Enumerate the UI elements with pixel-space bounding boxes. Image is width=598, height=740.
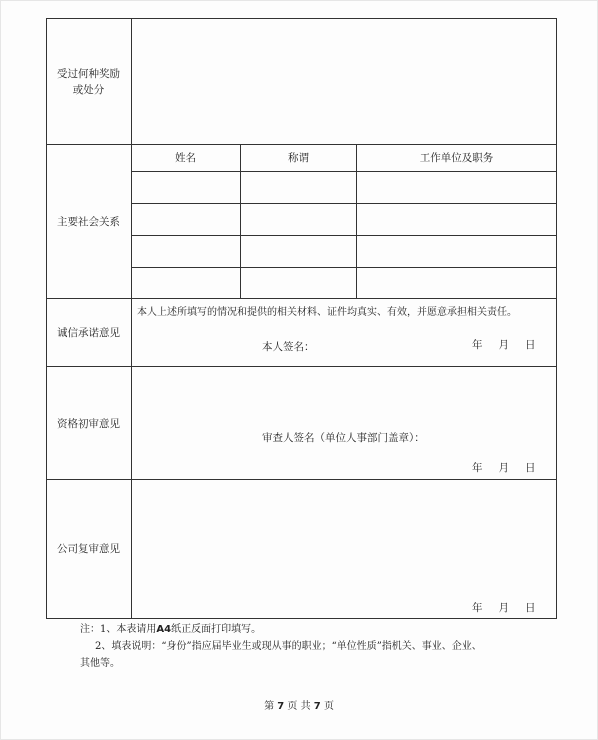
page-prefix: 第 — [264, 701, 275, 712]
date-year: 年 — [472, 462, 483, 474]
company-label: 公司复审意见 — [57, 543, 120, 555]
note-1 — [80, 623, 261, 637]
date-day: 日 — [525, 462, 536, 474]
relations-label: 主要社会关系 — [57, 216, 120, 228]
relations-header-workplace: 工作单位及职务 — [419, 152, 494, 164]
integrity-statement: 本人上述所填写的情况和提供的相关材料、证件均真实、有效，并愿意承担相关责任。 — [137, 307, 517, 318]
page-current: 7 — [277, 701, 285, 712]
reviewer-signature-label: 审查人签名（单位人事部门盖章）： — [262, 432, 425, 444]
date-year: 年 — [472, 339, 483, 351]
date-month: 月 — [498, 339, 509, 351]
date-month: 月 — [498, 602, 509, 614]
integrity-date — [472, 338, 536, 352]
relations-header-title: 称谓 — [288, 152, 309, 164]
relations-row-line — [131, 235, 557, 236]
relations-col-line — [356, 144, 357, 298]
date-day: 日 — [525, 339, 536, 351]
relations-row-line — [131, 203, 557, 204]
section-divider-preliminary — [46, 479, 557, 480]
integrity-label: 诚信承诺意见 — [57, 327, 120, 339]
page-middle: 页 共 — [287, 701, 311, 712]
relations-row-line — [131, 171, 557, 172]
relations-row-line — [131, 267, 557, 268]
label-column-divider — [131, 18, 132, 619]
date-year: 年 — [472, 602, 483, 614]
preliminary-label: 资格初审意见 — [57, 418, 120, 430]
self-signature-label: 本人签名： — [262, 341, 315, 353]
table-bottom-border — [46, 618, 557, 619]
section-divider-awards — [46, 144, 557, 145]
awards-label-line1: 受过何种奖励 — [57, 68, 120, 80]
table-top-border — [46, 18, 557, 19]
date-month: 月 — [498, 462, 509, 474]
note-1-bold: A4 — [156, 624, 172, 635]
note-1-prefix: 注：1、本表请用 — [80, 624, 157, 635]
table-left-border — [46, 18, 47, 619]
awards-label-line2: 或处分 — [72, 84, 105, 96]
relations-header-name: 姓名 — [175, 152, 196, 164]
section-divider-integrity — [46, 366, 557, 367]
preliminary-date — [472, 461, 536, 475]
section-divider-relations — [46, 298, 557, 299]
note-1-suffix: 纸正反面打印填写。 — [171, 624, 262, 635]
company-date — [472, 601, 536, 615]
note-2-line1: 2、填表说明：“身份”指应届毕业生或现从事的职业；“单位性质”指机关、事业、企业、 — [95, 641, 482, 652]
note-2-line2: 其他等。 — [80, 658, 120, 669]
page-suffix: 页 — [323, 701, 334, 712]
page-total: 7 — [313, 701, 321, 712]
date-day: 日 — [525, 602, 536, 614]
page-number — [0, 697, 598, 712]
awards-label — [47, 66, 130, 98]
table-right-border — [556, 18, 557, 619]
relations-col-line — [240, 144, 241, 298]
